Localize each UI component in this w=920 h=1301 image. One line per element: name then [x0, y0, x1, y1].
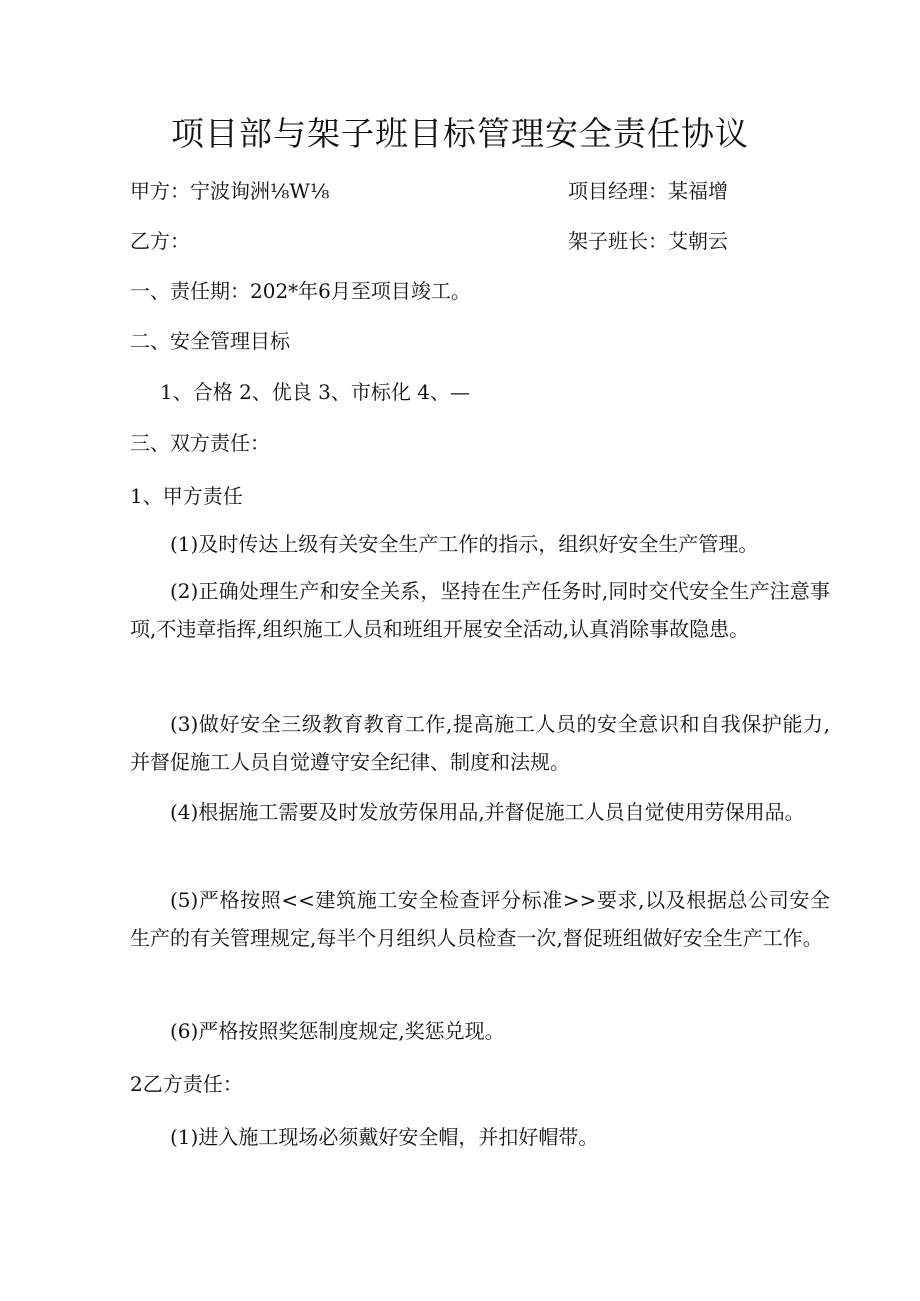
party-a-item-3: (3)做好安全三级教育教育工作,提高施工人员的安全意识和自我保护能力,并督促施工人员自觉遵守安全纪律、制度和法规。: [130, 712, 830, 774]
party-a-item-2: (2)正确处理生产和安全关系，坚持在生产任务时,同时交代安全生产注意事项,不违章指挥,组织施工人员和班组开展安全活动,认真消除事故隐患。: [130, 579, 830, 641]
section-mutual-responsibilities-heading: 三、双方责任：: [130, 431, 270, 455]
party-a-responsibilities-heading: 1、甲方责任: [130, 484, 243, 508]
party-a-line: 甲方：宁波询洲⅛W⅛: [130, 179, 330, 203]
party-b-responsibilities-heading: 2乙方责任：: [130, 1072, 243, 1096]
safety-goals-list: 1、合格 2、优良 3、市标化 4、—: [160, 380, 470, 404]
section-safety-goals-heading: 二、安全管理目标: [130, 329, 290, 353]
party-b-item-1: (1)进入施工现场必须戴好安全帽，并扣好帽带。: [170, 1125, 599, 1149]
project-manager-line: 项目经理：某福增: [568, 179, 728, 203]
party-a-item-6: (6)严格按照奖惩制度规定,奖惩兑现。: [170, 1019, 505, 1043]
party-a-item-5: (5)严格按照<<建筑施工安全检查评分标准>>要求,以及根据总公司安全生产的有关管理规定,每半个月组织人员检查一次,督促班组做好安全生产工作。: [130, 888, 830, 950]
party-b-line: 乙方：: [130, 229, 190, 253]
team-leader-line: 架子班长：艾朝云: [568, 229, 728, 253]
party-a-item-1: (1)及时传达上级有关安全生产工作的指示，组织好安全生产管理。: [170, 532, 759, 556]
party-a-item-4: (4)根据施工需要及时发放劳保用品,并督促施工人员自觉使用劳保用品。: [170, 800, 805, 824]
section-responsibility-period: 一、责任期：202*年6月至项目竣工。: [130, 279, 471, 303]
document-title: 项目部与架子班目标管理安全责任协议: [171, 114, 749, 153]
